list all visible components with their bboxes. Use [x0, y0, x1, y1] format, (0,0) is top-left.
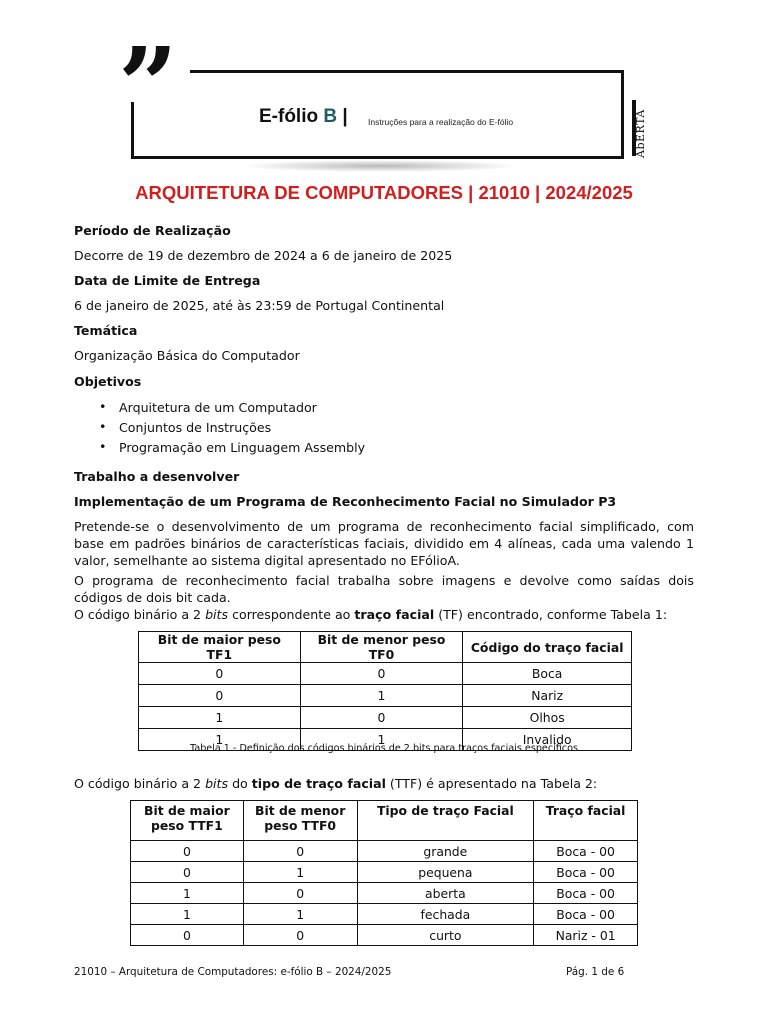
table-cell: fechada — [357, 904, 534, 925]
table-row — [131, 841, 638, 862]
table-header-cell: Código do traço facial — [463, 632, 632, 663]
table-cell: 0 — [139, 663, 301, 685]
table-header-cell: Bit de menor peso TF0 — [300, 632, 463, 663]
table-header-cell: Bit de maior peso TF1 — [139, 632, 301, 663]
text-run: do — [228, 776, 252, 791]
university-logo: AbERTA — [634, 109, 647, 158]
table-cell: Boca - 00 — [534, 904, 638, 925]
bullet-icon: • — [99, 399, 107, 414]
table-cell: Olhos — [463, 707, 632, 729]
table-cell: 0 — [243, 925, 357, 946]
table-header-row — [139, 632, 632, 663]
table-row — [131, 862, 638, 883]
table-cell: 1 — [139, 729, 301, 751]
trabalho-heading: Trabalho a desenvolver — [74, 469, 240, 484]
table-header-row — [131, 801, 638, 841]
bullet-icon: • — [99, 439, 107, 454]
table-cell: Nariz - 01 — [534, 925, 638, 946]
objetivos-heading: Objetivos — [74, 374, 142, 389]
banner-subtitle: Instruções para a realização do E-fólio — [368, 117, 514, 127]
table-cell: Nariz — [463, 685, 632, 707]
text-run: bits — [205, 607, 229, 622]
table-cell: 0 — [131, 862, 244, 883]
text-run: (TF) encontrado, conforme Tabela 1: — [434, 607, 668, 622]
table-cell: Boca - 00 — [534, 862, 638, 883]
table-row — [131, 925, 638, 946]
table-cell: 0 — [243, 883, 357, 904]
table-cell: grande — [357, 841, 534, 862]
table-header-cell: Tipo de traço Facial — [357, 801, 534, 841]
table-cell: 0 — [243, 841, 357, 862]
table-row — [139, 685, 632, 707]
table-cell: 1 — [300, 729, 463, 751]
table-row — [131, 883, 638, 904]
table-cell: Boca - 00 — [534, 841, 638, 862]
tematica-heading: Temática — [74, 323, 138, 338]
table-ttf-codes — [130, 800, 638, 946]
table-cell: 0 — [300, 663, 463, 685]
table-cell: aberta — [357, 883, 534, 904]
list-item: Conjuntos de Instruções — [119, 420, 272, 435]
periodo-heading: Período de Realização — [74, 223, 231, 238]
text-run: bits — [205, 776, 229, 791]
banner-left-border — [131, 102, 134, 159]
text-run: tipo de traço facial — [251, 776, 386, 791]
table-cell: 0 — [131, 925, 244, 946]
table-cell: 1 — [131, 904, 244, 925]
paragraph-tf — [74, 607, 667, 622]
text-run: O código binário a 2 — [74, 607, 206, 622]
text-run: traço facial — [354, 607, 435, 622]
banner-frame — [131, 70, 624, 159]
text-run: O código binário a 2 — [74, 776, 206, 791]
footer-page-number: Pág. 1 de 6 — [566, 966, 625, 978]
table-cell: pequena — [357, 862, 534, 883]
banner-separator: | — [342, 106, 348, 127]
table-row — [139, 663, 632, 685]
paragraph-outputs — [74, 572, 694, 606]
data-text: 6 de janeiro de 2025, até às 23:59 de Portugal Continental — [74, 298, 445, 313]
table-cell: Boca — [463, 663, 632, 685]
banner-title — [259, 106, 348, 128]
paragraph-outputs-text: O programa de reconhecimento facial trabalha sobre imagens e devolve como saídas dois códigos de dois bit cada. — [74, 573, 694, 605]
table-header-cell: Bit de maior peso TTF1 — [131, 801, 244, 841]
paragraph-ttf — [74, 776, 597, 791]
implementacao-heading: Implementação de um Programa de Reconhecimento Facial no Simulador P3 — [74, 494, 617, 509]
banner-shadow — [240, 160, 520, 172]
table-cell: 1 — [131, 883, 244, 904]
data-heading: Data de Limite de Entrega — [74, 273, 261, 288]
page-title: ARQUITETURA DE COMPUTADORES | 21010 | 2024/2025 — [135, 182, 633, 203]
quote-mark-icon: ” — [118, 24, 172, 147]
table-header-cell: Traço facial — [534, 801, 638, 841]
footer-course-label: 21010 – Arquitetura de Computadores: e-fólio B – 2024/2025 — [74, 966, 392, 978]
paragraph-intro: Pretende-se o desenvolvimento de um programa de reconhecimento facial simplificado, com base em padrões binários de características faciais, dividido em 4 alíneas, cada uma valendo 1 valor, semelhante ao sistema digital apresentado no EFólioA. — [74, 519, 694, 568]
table-header-cell: Bit de menor peso TTF0 — [243, 801, 357, 841]
table-cell: Invalido — [463, 729, 632, 751]
table-cell: 0 — [300, 707, 463, 729]
bullet-icon: • — [99, 419, 107, 434]
table-cell: 1 — [243, 904, 357, 925]
table-cell: 0 — [131, 841, 244, 862]
text-run: (TTF) é apresentado na Tabela 2: — [385, 776, 598, 791]
table-tf-codes — [138, 631, 632, 751]
table-cell: 1 — [300, 685, 463, 707]
table-row — [131, 904, 638, 925]
banner-title-letter: B — [323, 106, 338, 127]
text-run: correspondente ao — [228, 607, 355, 622]
table-cell: 0 — [139, 685, 301, 707]
table-cell: Boca - 00 — [534, 883, 638, 904]
periodo-text: Decorre de 19 de dezembro de 2024 a 6 de janeiro de 2025 — [74, 248, 453, 263]
table-cell: 1 — [139, 707, 301, 729]
tematica-text: Organização Básica do Computador — [74, 348, 300, 363]
list-item: Programação em Linguagem Assembly — [119, 440, 366, 455]
table-cell: 1 — [243, 862, 357, 883]
table-cell: curto — [357, 925, 534, 946]
table-row — [139, 707, 632, 729]
list-item: Arquitetura de um Computador — [119, 400, 317, 415]
banner-title-prefix: E-fólio — [259, 106, 324, 127]
table-1-caption: Tabela 1 - Definição dos códigos binários de 2 bits para traços faciais específicos — [190, 743, 578, 754]
